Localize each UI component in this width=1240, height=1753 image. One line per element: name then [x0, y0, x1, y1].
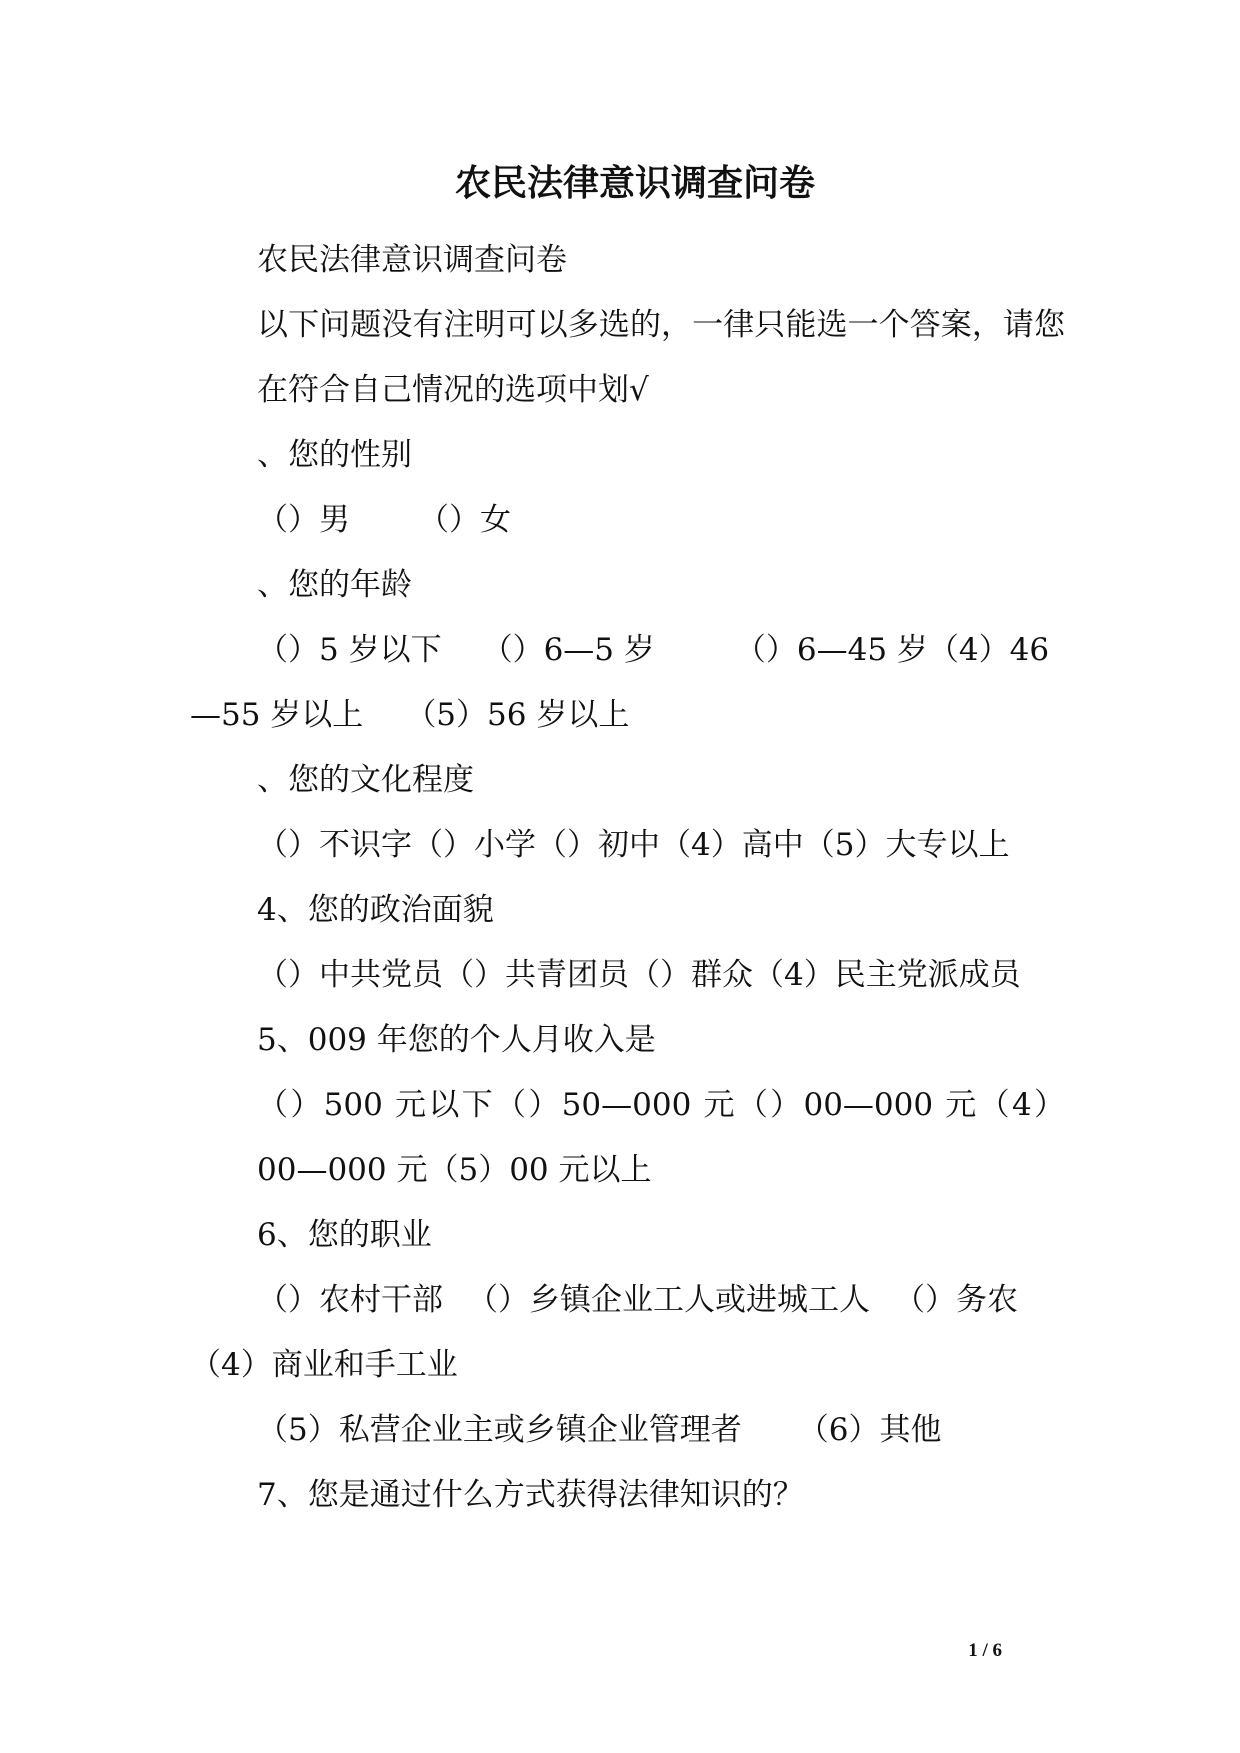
option-job-1: （）农村干部: [257, 1282, 443, 1318]
question-7: 7、您是通过什么方式获得法律知识的？: [257, 1477, 804, 1513]
question-2-options-line-1: [190, 618, 1065, 683]
option-job-6: （6）其他: [797, 1412, 942, 1448]
question-1: 、您的性别: [257, 437, 412, 473]
option-job-5: （5）私营企业主或乡镇企业管理者: [257, 1412, 742, 1448]
question-1-options: [190, 488, 1065, 553]
question-6-options-line-3: [190, 1398, 1065, 1463]
question-6-options-line-1: [190, 1268, 1065, 1333]
question-3: 、您的文化程度: [257, 762, 474, 798]
option-age-3: （）6—45 岁（4）46: [734, 632, 1050, 668]
question-6: 6、您的职业: [257, 1217, 432, 1253]
question-5: 5、009 年您的个人月收入是: [257, 1022, 656, 1058]
question-4: 4、您的政治面貌: [257, 892, 494, 928]
page-number: 1 / 6: [968, 1640, 1002, 1661]
option-age-1: （）5 岁以下: [257, 632, 442, 668]
question-6-options-line-2: （4）商业和手工业: [190, 1347, 458, 1383]
question-2: 、您的年龄: [257, 567, 412, 603]
question-4-options: （）中共党员（）共青团员（）群众（4）民主党派成员: [257, 957, 1021, 993]
question-3-options: （）不识字（）小学（）初中（4）高中（5）大专以上: [257, 827, 1010, 863]
document-body: [190, 228, 1065, 1528]
intro-paragraph: 以下问题没有注明可以多选的，一律只能选一个答案，请您在符合自己情况的选项中划√: [257, 307, 1065, 408]
option-age-5: （5）56 岁以上: [405, 697, 630, 733]
document-subtitle: 农民法律意识调查问卷: [257, 242, 567, 278]
option-age-4-cont: —55 岁以上: [190, 697, 364, 733]
option-male: （）男: [257, 502, 350, 538]
question-2-options-line-2: [190, 683, 1065, 748]
option-job-2: （）乡镇企业工人或进城工人: [467, 1282, 870, 1318]
option-female: （）女: [418, 502, 511, 538]
document-title: 农民法律意识调查问卷: [454, 162, 815, 204]
option-age-2: （）6—5 岁: [481, 632, 655, 668]
option-job-3: （）务农: [894, 1282, 1018, 1318]
question-5-options: （）500 元以下（）50—000 元（）00—000 元（4）00—000 元（5）00 元以上: [257, 1087, 1065, 1188]
